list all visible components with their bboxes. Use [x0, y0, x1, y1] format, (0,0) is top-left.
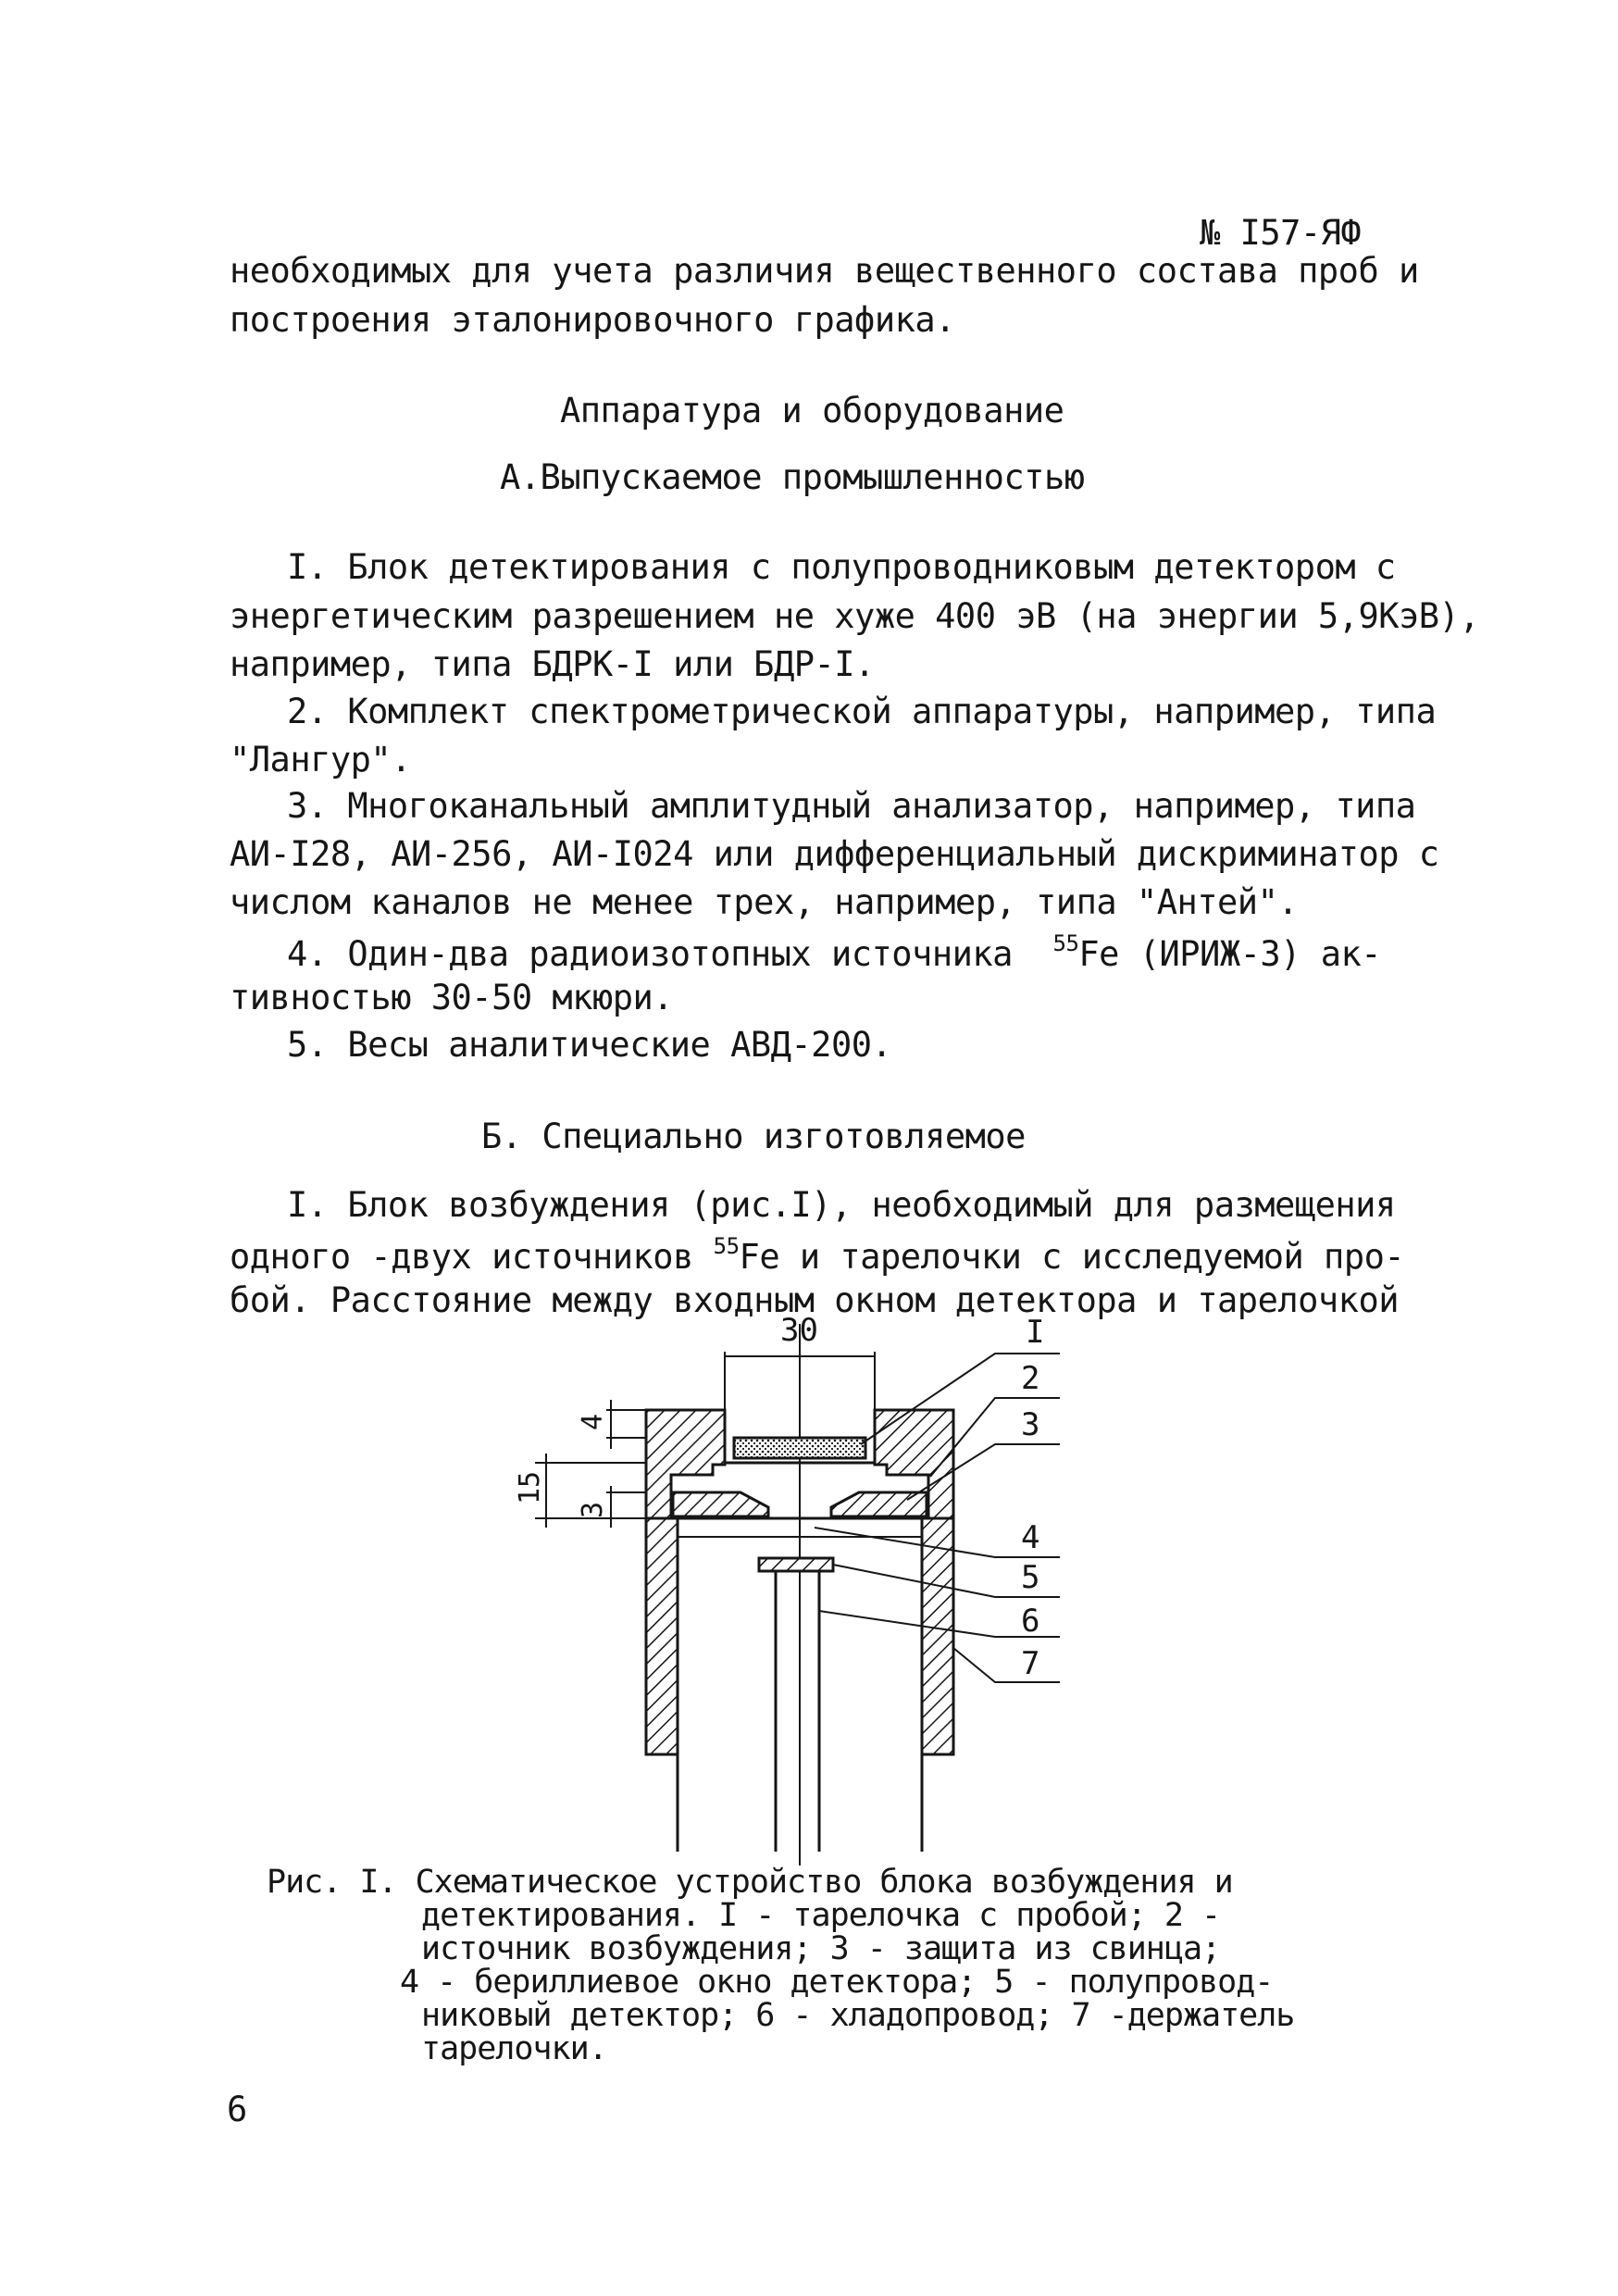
section-title: Аппаратура и оборудование: [560, 391, 1064, 430]
item-a3-line-1: 3. Многоканальный амплитудный анализатор, например, типа: [287, 786, 1416, 826]
page-number: 6: [227, 2090, 247, 2129]
isotope-mass-number: 55: [1052, 930, 1079, 956]
callout-1: I: [1026, 1314, 1045, 1351]
item-a2-line-2: "Лангур".: [230, 740, 411, 780]
subsection-b-title: Б. Специально изготовляемое: [481, 1117, 1026, 1156]
semiconductor-detector: [759, 1558, 833, 1571]
callout-5: 5: [1021, 1559, 1040, 1596]
callout-2: 2: [1021, 1360, 1040, 1397]
callout-7: 7: [1021, 1645, 1040, 1682]
dimension-label-top: 4: [577, 1413, 609, 1430]
item-a1-line-1: I. Блок детектирования с полупроводниковым детектором с: [287, 547, 1396, 587]
isotope-mass-number: 55: [713, 1233, 740, 1259]
caption-line-3: источник возбуждения; 3 - защита из свинца;: [421, 1930, 1221, 1967]
document-number: № I57-ЯФ: [1200, 213, 1362, 253]
caption-line-2: детектирования. I - тарелочка с пробой; 2 -: [421, 1897, 1221, 1934]
item-a3-line-2: АИ-I28, АИ-256, АИ-I024 или дифференциальный дискриминатор с: [230, 834, 1439, 874]
callout-6: 6: [1021, 1603, 1040, 1640]
item-a5: 5. Весы аналитические АВД-200.: [287, 1025, 892, 1065]
item-b1-line-3: бой. Расстояние между входным окном детектора и тарелочкой: [230, 1280, 1400, 1320]
item-a1-line-2: энергетическим разрешением не хуже 400 эВ (на энергии 5,9КэВ),: [230, 596, 1480, 636]
intro-line-2: построения эталонировочного графика.: [230, 300, 955, 340]
caption-line-4: 4 - бериллиевое окно детектора; 5 - полупровод-: [400, 1964, 1274, 2001]
intro-line-1: необходимых для учета различия вещественного состава проб и: [230, 251, 1419, 291]
item-a3-line-3: числом каналов не менее трех, например, типа "Антей".: [230, 882, 1299, 922]
caption-line-6: тарелочки.: [421, 2030, 607, 2067]
item-a4-text-after: Fe (ИРИЖ-3) ак-: [1078, 934, 1382, 974]
dimension-label-height: 15: [514, 1470, 546, 1504]
callout-4: 4: [1021, 1519, 1040, 1556]
item-a4-line-2: тивностью 30-50 мкюри.: [230, 978, 674, 1017]
callout-3: 3: [1021, 1406, 1040, 1443]
caption-line-5: никовый детектор; 6 - хладопровод; 7 -держатель: [421, 1997, 1295, 2034]
dimension-label-width: 30: [780, 1312, 818, 1349]
cold-finger: [776, 1571, 819, 1852]
item-b1-text-after: Fe и тарелочки с исследуемой про-: [739, 1237, 1405, 1277]
item-a2-line-1: 2. Комплект спектрометрической аппаратуры, например, типа: [287, 692, 1437, 731]
caption-line-1: Рис. I. Схематическое устройство блока возбуждения и: [267, 1864, 1233, 1901]
item-a1-line-3: например, типа БДРК-I или БДР-I.: [230, 644, 875, 684]
item-a4-text-before: 4. Один-два радиоизотопных источника: [287, 934, 1013, 974]
sample-dish: [734, 1438, 865, 1458]
subsection-a-title: А.Выпускаемое промышленностью: [500, 457, 1085, 497]
item-b1-line-1: I. Блок возбуждения (рис.I), необходимый для размещения: [287, 1185, 1396, 1225]
item-b1-text-before: одного -двух источников: [230, 1237, 693, 1277]
dimension-label-gap: 3: [577, 1501, 609, 1518]
